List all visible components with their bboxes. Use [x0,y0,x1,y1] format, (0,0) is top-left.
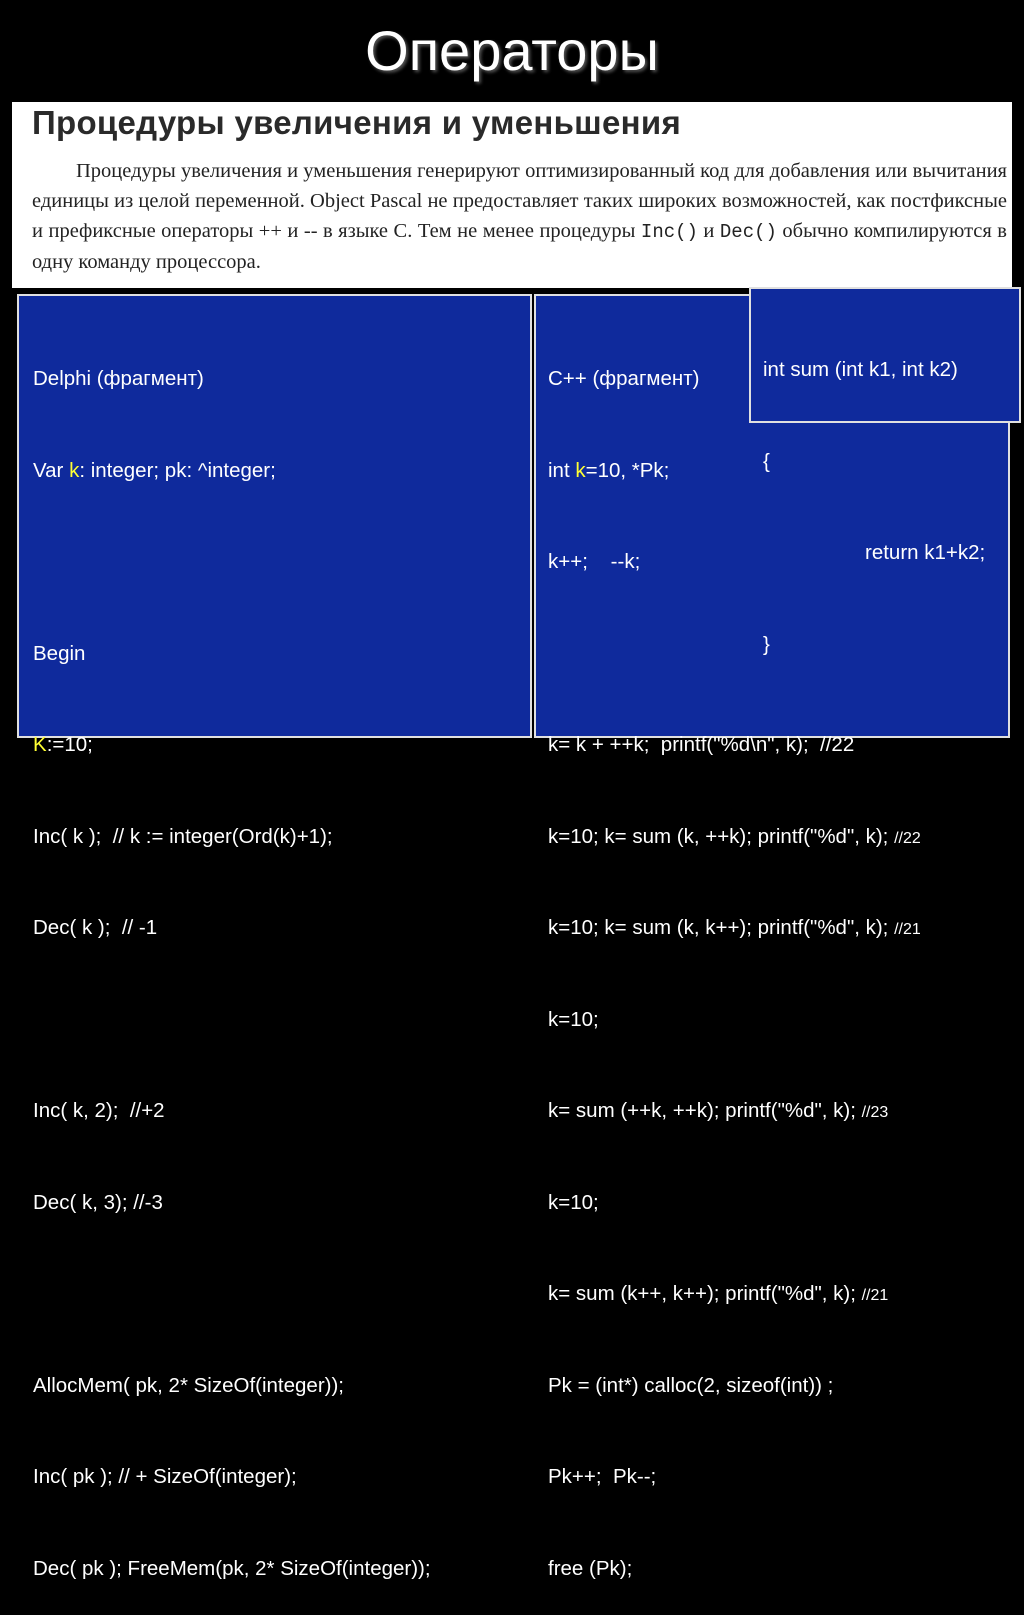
code-line [33,547,530,578]
excerpt-heading: Процедуры увеличения и уменьшения [32,104,682,141]
code-line: Inc( k, 2); //+2 [33,1099,165,1122]
code-line: } [763,632,770,656]
code-line: k=10; k= sum (k, ++k); printf("%d", k); //22 [548,824,921,848]
code-line: Dec( pk ); FreeMem(pk, 2* SizeOf(integer)); [33,1556,431,1580]
scanned-textbook-excerpt [12,102,1012,288]
code-line: int sum (int k1, int k2) [763,358,958,381]
code-line: Pk = (int*) calloc(2, sizeof(int)) ; [548,1373,834,1397]
code-line: free (Pk); [548,1556,633,1580]
code-line: k= k + ++k; printf("%d\n", k); //22 [548,733,855,756]
excerpt-paragraph [32,156,1007,277]
code-line: Dec( k, 3); //-3 [33,1190,163,1214]
excerpt-text-2: и [697,220,720,242]
code-line: k= sum (++k, ++k); printf("%d", k); //23 [548,1099,889,1122]
slide-title: Операторы [365,18,659,82]
code-line: Pk++; Pk--; [548,1465,657,1488]
excerpt-text-3: обычно компилируются в одну команду процессора. [32,220,1007,273]
code-line: Var k: integer; pk: ^integer; [33,458,276,482]
code-line: Dec( k ); // -1 [33,916,158,939]
code-line: C++ (фрагмент) [548,367,700,390]
code-line: K:=10; [33,733,93,756]
delphi-code-panel [17,294,532,1580]
code-line: k++; --k; [548,550,641,573]
excerpt-text-1: Процедуры увеличения и уменьшения генерируют оптимизированный код для добавления или вычитания единицы из целой переменной. Object Pascal не предоставляет таких широких возможностей, как постфиксные и префиксные операторы ++ и -- в языке С. Тем не менее процедуры [32,160,1007,242]
code-line: k=10; [548,1190,599,1214]
sum-function-panel [749,287,1021,656]
code-line: k=10; k= sum (k, k++); printf("%d", k); //21 [548,916,921,939]
code-line: Begin [33,641,86,665]
excerpt-code-inc: Inc() [640,221,698,243]
code-line: Inc( pk ); // + SizeOf(integer); [33,1465,297,1488]
code-line: int k=10, *Pk; [548,458,670,482]
code-line [33,1005,530,1036]
code-line: k= sum (k++, k++); printf("%d", k); //21 [548,1282,889,1305]
code-line [33,1279,530,1310]
code-line: { [763,449,770,473]
code-line: Delphi (фрагмент) [33,367,204,390]
code-line: Inc( k ); // k := integer(Ord(k)+1); [33,824,333,848]
code-line: AllocMem( pk, 2* SizeOf(integer)); [33,1373,345,1397]
excerpt-code-dec: Dec() [719,221,777,243]
code-line: k=10; [548,1007,599,1031]
code-line: return k1+k2; [865,541,986,564]
